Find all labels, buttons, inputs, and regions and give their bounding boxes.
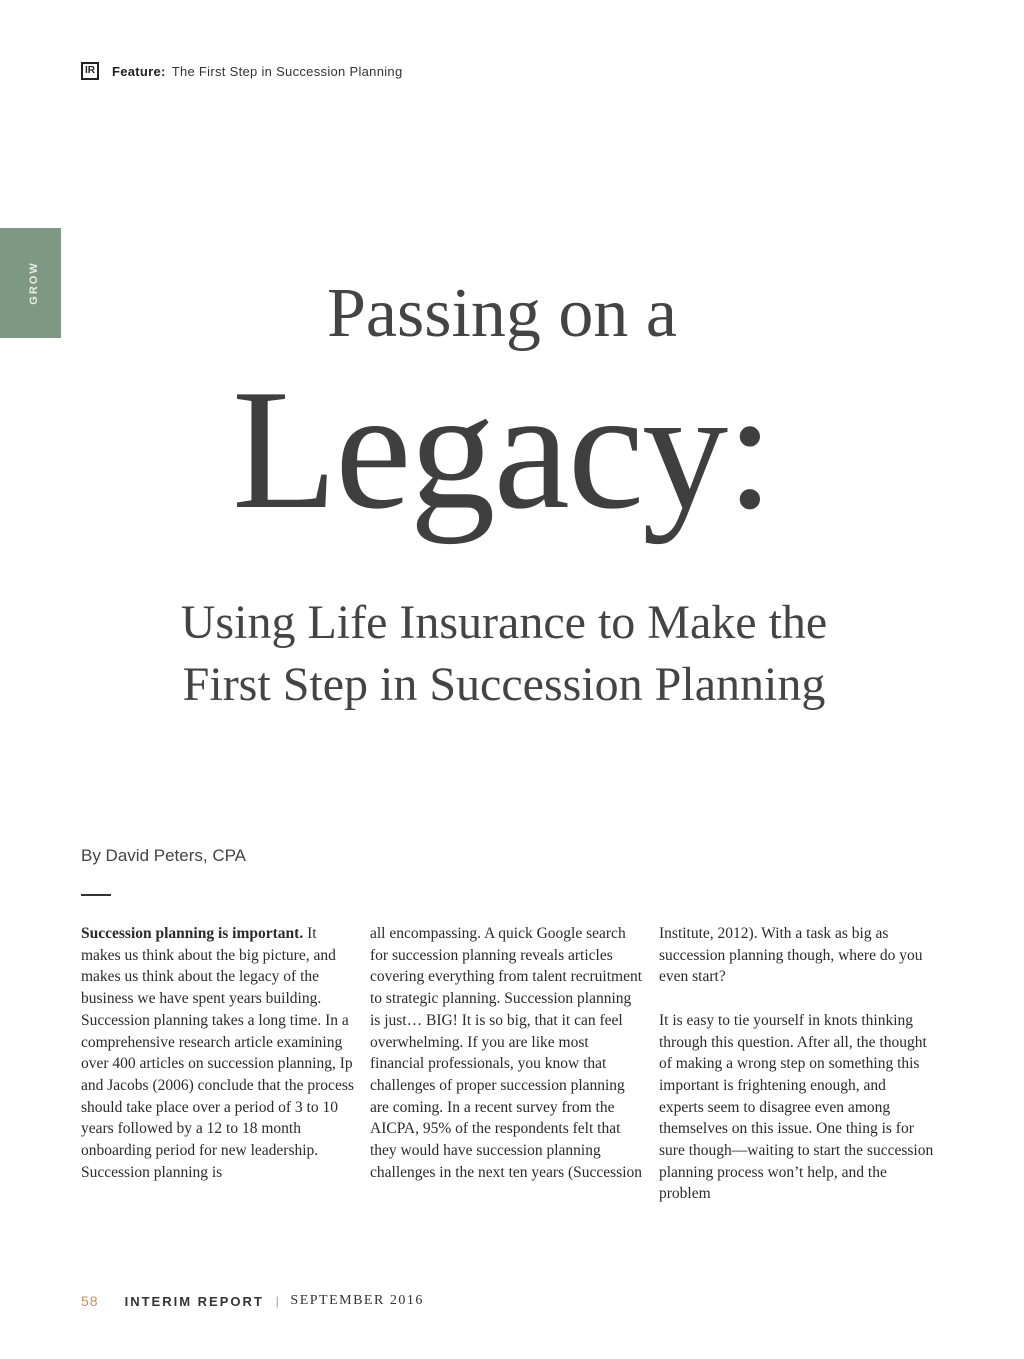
header-title: The First Step in Succession Planning (171, 63, 403, 79)
issue-date: SEPTEMBER 2016 (290, 1293, 424, 1308)
page-number: 58 (81, 1293, 99, 1309)
section-tab-label: GROW (28, 261, 40, 305)
byline: By David Peters, CPA (81, 846, 247, 865)
body-column-2 (370, 923, 645, 1183)
article-title-line1: Passing on a (327, 275, 677, 352)
page-footer (81, 1290, 424, 1312)
body-column-3 (659, 923, 934, 1205)
running-header (81, 60, 402, 82)
subtitle-line1: Using Life Insurance to Make the (180, 596, 828, 649)
header-label: Feature: (112, 63, 166, 79)
column-1-text: It makes us think about the big picture, and makes us think about the legacy of the business we have spent years building. Succession planning takes a long time. In a comprehensive research article examining over 400 articles on succession planning, Ip and Jacobs (2006) conclude that the process should take place over a period of 3 to 10 years followed by a 12 to 18 month onboarding period for new leadership. Succession planning is (81, 925, 354, 1181)
ir-logo: IR (81, 62, 99, 80)
lead-sentence: Succession planning is important. (81, 925, 304, 942)
article-subtitle (0, 592, 1008, 716)
column-3-paragraph-2: It is easy to tie yourself in knots thinking through this question. After all, the thought of making a wrong step on something this important is frightening enough, and experts seem to disagree even among themselves on this issue. One thing is for sure though—waiting to start the succession planning process won’t help, and the problem (659, 1011, 934, 1203)
column-2-text: all encompassing. A quick Google search for succession planning reveals articles covering everything from talent recruitment to strategic planning. Succession planning is just… BIG! It is so big, that it can feel overwhelming. If you are like most financial professionals, you know that challenges of proper succession planning are coming. In a recent survey from the AICPA, 95% of the respondents felt that they would have succession planning challenges in the next ten years (Succession (370, 925, 643, 1181)
column-3-paragraph-1: Institute, 2012). With a task as big as succession planning though, where do you even start? (659, 925, 923, 986)
body-column-1 (81, 923, 356, 1183)
subtitle-line2: First Step in Succession Planning (182, 658, 826, 711)
publication-name: INTERIM REPORT (124, 1293, 264, 1309)
byline-divider (81, 894, 111, 896)
article-title-line2: Legacy: (232, 355, 772, 545)
footer-separator: | (275, 1293, 279, 1308)
